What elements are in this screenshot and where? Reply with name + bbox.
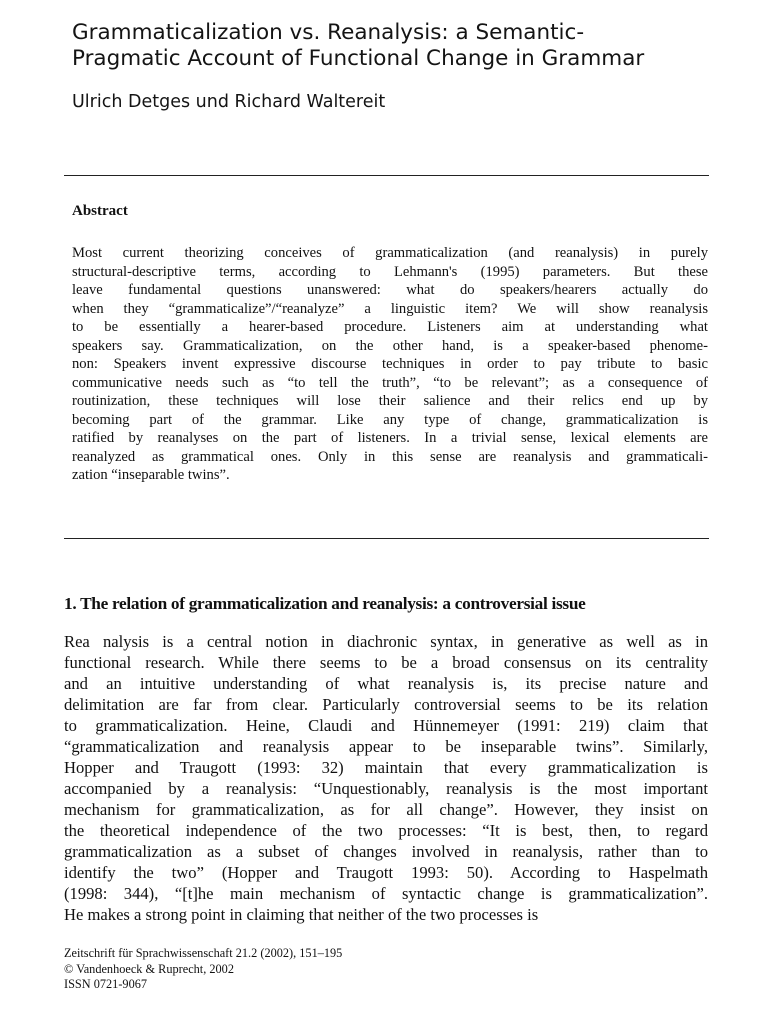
- section-line: delimitation are far from clear. Particularly controversial seems to be its relation: [64, 695, 708, 714]
- divider-bottom: [64, 538, 709, 539]
- section-line: to grammaticalization. Heine, Claudi and Hünnemeyer (1991: 219) claim that: [64, 716, 708, 735]
- footer-issn: ISSN 0721-9067: [64, 977, 148, 991]
- section-line: the theoretical independence of the two processes: “It is best, then, to regard: [64, 821, 708, 840]
- article-title: [72, 20, 732, 72]
- abstract-heading: Abstract: [72, 203, 128, 219]
- abstract-line: to be essentially a hearer-based procedure. Listeners aim at understanding what: [72, 319, 708, 335]
- section-line: functional research. While there seems to be a broad consensus on its centrality: [64, 653, 708, 672]
- section-line: Rea nalysis is a central notion in diachronic syntax, in generative as well as in: [64, 632, 708, 651]
- title-line: Pragmatic Account of Functional Change in Grammar: [72, 46, 645, 71]
- abstract-line: becoming part of the grammar. Like any type of change, grammaticalization is: [72, 411, 708, 428]
- footer-copyright: © Vandenhoeck & Ruprecht, 2002: [64, 961, 234, 976]
- section-body-text: [64, 631, 708, 925]
- abstract-line: Most current theorizing conceives of grammaticalization (and reanalysis) in purely: [72, 245, 708, 261]
- section-line: grammaticalization as a subset of changes involved in reanalysis, rather than to: [64, 842, 708, 861]
- section-line: (1998: 344), “[t]he main mechanism of syntactic change is grammaticalization”.: [64, 884, 708, 903]
- section-line: Hopper and Traugott (1993: 32) maintain that every grammaticalization is: [64, 758, 708, 777]
- section-line: He makes a strong point in claiming that neither of the two processes is: [64, 905, 539, 924]
- abstract-line: ratified by reanalyses on the part of listeners. In a trivial sense, lexical elements are: [72, 430, 708, 446]
- footer-journal: Zeitschrift für Sprachwissenschaft 21.2 (2002), 151–195: [64, 946, 343, 960]
- article-authors: Ulrich Detges und Richard Waltereit: [72, 92, 386, 112]
- section-line: “grammaticalization and reanalysis appear to be inseparable twins”. Similarly,: [64, 737, 708, 756]
- abstract-line: zation “inseparable twins”.: [72, 467, 230, 483]
- abstract-text: [72, 244, 708, 485]
- section-line: accompanied by a reanalysis: “Unquestionably, reanalysis is the most important: [64, 779, 708, 798]
- section-line: identify the two” (Hopper and Traugott 1993: 50). According to Haspelmath: [64, 863, 708, 882]
- abstract-line: structural-descriptive terms, according to Lehmann's (1995) parameters. But these: [72, 263, 708, 280]
- abstract-line: leave fundamental questions unanswered: what do speakers/hearers actually do: [72, 282, 708, 298]
- section-heading: 1. The relation of grammaticalization and reanalysis: a controversial issue: [64, 594, 586, 613]
- section-line: mechanism for grammaticalization, as for all change”. However, they insist on: [64, 800, 708, 819]
- title-line: Grammaticalization vs. Reanalysis: a Semantic-: [72, 20, 585, 45]
- abstract-line: communicative needs such as “to tell the truth”, “to be relevant”; as a consequence of: [72, 374, 708, 391]
- page-footer: [64, 946, 342, 993]
- abstract-line: reanalyzed as grammatical ones. Only in this sense are reanalysis and grammaticali-: [72, 448, 708, 465]
- abstract-line: routinization, these techniques will lose their salience and their relics end up by: [72, 393, 708, 409]
- abstract-line: when they “grammaticalize”/“reanalyze” a linguistic item? We will show reanalysis: [72, 300, 708, 317]
- divider-top: [64, 175, 709, 176]
- section-line: and an intuitive understanding of what reanalysis is, its precise nature and: [64, 674, 708, 693]
- abstract-line: non: Speakers invent expressive discourse techniques in order to pay tribute to basic: [72, 356, 708, 372]
- abstract-line: speakers say. Grammaticalization, on the other hand, is a speaker-based phenome-: [72, 337, 708, 354]
